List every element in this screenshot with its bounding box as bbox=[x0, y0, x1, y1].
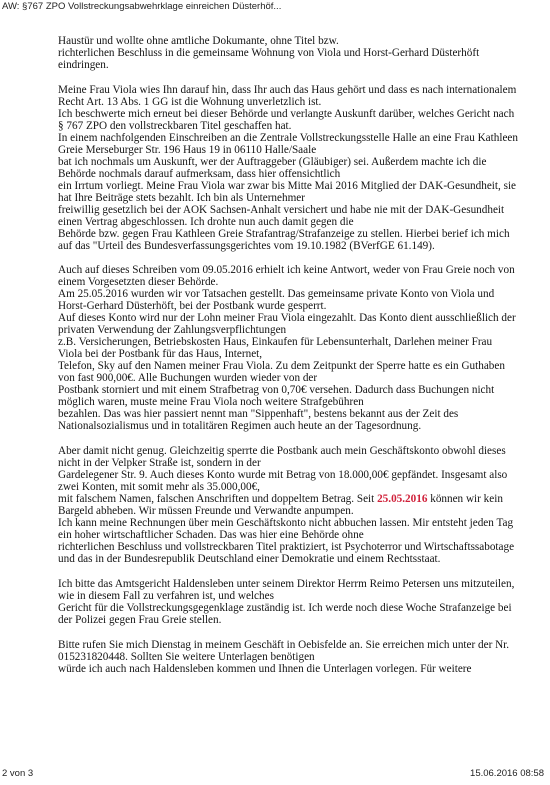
body-line: richterlichen Beschluss und vollstreckbaren Titel praktiziert, ist Psychoterror und Wirtschaftssabotage bbox=[58, 541, 515, 553]
body-line: Ich kann meine Rechnungen über mein Geschäftskonto nicht abbuchen lassen. Mir entsteht jeden Tag bbox=[58, 517, 514, 529]
body-line: Ich bitte das Amtsgericht Haldensleben unter seinem Direktor Herrm Reimo Petersen uns mitzuteilen, bbox=[58, 578, 515, 590]
body-line: Telefon, Sky auf den Namen meiner Frau Viola. Zu dem Zeitpunkt der Sperre hatte es ein Guthaben bbox=[58, 360, 505, 372]
body-line: Am 25.05.2016 wurden wir vor Tatsachen gestellt. Das gemeinsame private Konto von Viola und bbox=[58, 288, 495, 300]
body-line: nicht in der Velpker Straße ist, sondern in der bbox=[58, 457, 261, 469]
body-line: Gardelegener Str. 9. Auch dieses Konto wurde mit Betrag von 18.000,00€ gepfändet. Insgesamt also bbox=[58, 469, 508, 481]
body-line: Auch auf dieses Schreiben vom 09.05.2016 erhielt ich keine Antwort, weder von Frau Greie noch von bbox=[58, 264, 515, 276]
body-line: Horst-Gerhard Düsterhöft, bei der Postbank wurde gesperrt. bbox=[58, 300, 327, 312]
body-line: Auf dieses Konto wird nur der Lohn meiner Frau Viola eingezahlt. Das Konto dient ausschließlich der bbox=[58, 312, 516, 324]
body-line: Aber damit nicht genug. Gleichzeitig sperrte die Postbank auch mein Geschäftskonto obwohl dieses bbox=[58, 445, 506, 457]
body-line: einem Vorgesetzten dieser Behörde. bbox=[58, 276, 219, 288]
body-line: eindringen. bbox=[58, 59, 109, 71]
body-line: ein Irrtum vorliegt. Meine Frau Viola war zwar bis Mitte Mai 2016 Mitglied der DAK-Gesundheit, sie bbox=[58, 180, 517, 192]
body-line: wie in diesem Fall zu verfahren ist, und welches bbox=[58, 590, 274, 602]
body-line: ein hoher wirtschaftlicher Schaden. Das was hier eine Behörde ohne bbox=[58, 529, 364, 541]
body-line: privaten Verwendung der Zahlungsverpflichtungen bbox=[58, 324, 287, 336]
body-line: möglich waren, muste meine Frau Viola noch weitere Strafgebühren bbox=[58, 396, 364, 408]
body-line-segment: können wir kein bbox=[430, 493, 503, 505]
body-line: § 767 ZPO den vollstreckbaren Titel geschaffen hat. bbox=[58, 120, 292, 132]
body-line: Greie Merseburger Str. 196 Haus 19 in 06110 Halle/Saale bbox=[58, 144, 317, 156]
body-line: Behörde nochmals darauf aufmerksam, dass hier offensichtlich bbox=[58, 168, 341, 180]
body-line: z.B. Versicherungen, Betriebskosten Haus, Einkaufen für Lebensunterhalt, Darlehen meiner Frau bbox=[58, 336, 493, 348]
body-line bbox=[58, 493, 503, 505]
body-line: Gericht für die Vollstreckungsgegenklage zuständig ist. Ich werde noch diese Woche Strafanzeige bei bbox=[58, 602, 512, 614]
body-line: bezahlen. Das was hier passiert nennt man "Sippenhaft", bestens bekannt aus der Zeit des bbox=[58, 408, 459, 420]
body-line: freiwillig gesetzlich bei der AOK Sachsen-Anhalt versichert und habe nie mit der DAK-Gesundheit bbox=[58, 204, 505, 216]
body-line: Postbank storniert und mit einem Strafbetrag von 0,70€ versehen. Dadurch dass Buchungen nicht bbox=[58, 384, 495, 396]
email-subject-header: AW: §767 ZPO Vollstreckungsabwehrklage einreichen Düsterhöf... bbox=[2, 1, 282, 12]
body-line: Nationalsozialismus und in totalitären Regimen auch heute an der Tagesordnung. bbox=[58, 420, 422, 432]
body-line: Meine Frau Viola wies Ihn darauf hin, dass Ihr auch das Haus gehört und dass es nach internationalem bbox=[58, 84, 517, 96]
body-line: In einem nachfolgenden Einschreiben an die Zentrale Vollstreckungsstelle Halle an eine Frau Kathleen bbox=[58, 132, 518, 144]
body-line: Ich beschwerte mich erneut bei dieser Behörde und verlangte Auskunft darüber, welches Gericht nach bbox=[58, 108, 515, 120]
body-line: bat ich nochmals um Auskunft, wer der Auftraggeber (Gläubiger) sei. Außerdem machte ich die bbox=[58, 156, 487, 168]
body-line: würde ich auch nach Haldensleben kommen und Ihnen die Unterlagen vorlegen. Für weitere bbox=[58, 663, 472, 675]
body-line: von fast 900,00€. Alle Buchungen wurden wieder von der bbox=[58, 372, 318, 384]
body-line: Behörde bzw. gegen Frau Kathleen Greie Strafantrag/Strafanzeige zu stellen. Hierbei berief ich mich bbox=[58, 228, 510, 240]
body-line: auf das "Urteil des Bundesverfassungsgerichtes vom 19.10.1982 (BVerfGE 61.149). bbox=[58, 240, 435, 252]
body-line: Bargeld abheben. Wir müssen Freunde und Verwandte anpumpen. bbox=[58, 505, 354, 517]
print-timestamp: 15.06.2016 08:58 bbox=[470, 768, 544, 779]
body-line: zwei Konten, mit somit mehr als 35.000,00€, bbox=[58, 481, 260, 493]
body-line: Recht Art. 13 Abs. 1 GG ist die Wohnung unverletzlich ist. bbox=[58, 96, 322, 108]
body-line: der Polizei gegen Frau Greie stellen. bbox=[58, 614, 222, 626]
highlighted-date: 25.05.2016 bbox=[377, 493, 428, 505]
body-line-segment: mit falschem Namen, falschen Anschriften und doppeltem Betrag. Seit bbox=[58, 493, 375, 505]
page-number: 2 von 3 bbox=[2, 768, 34, 779]
body-line: Haustür und wollte ohne amtliche Dokumante, ohne Titel bzw. bbox=[58, 35, 339, 47]
body-line: Viola bei der Postbank für das Haus, Internet, bbox=[58, 348, 263, 360]
body-line: hat Ihre Beiträge stets bezahlt. Ich bin als Unternehmer bbox=[58, 192, 305, 204]
body-line: richterlichen Beschluss in die gemeinsame Wohnung von Viola und Horst-Gerhard Düsterhöft bbox=[58, 47, 480, 59]
body-line: 015231820448. Sollten Sie weitere Unterlagen benötigen bbox=[58, 651, 315, 663]
body-line: Bitte rufen Sie mich Dienstag in meinem Geschäft in Oebisfelde an. Sie erreichen mich unter der Nr. bbox=[58, 639, 510, 651]
body-line: und das in der Bundesrepublik Deutschland einer Demokratie und einem Rechtsstaat. bbox=[58, 553, 441, 565]
body-line: einen Vertrag abgeschlossen. Ich drohte nun auch damit gegen die bbox=[58, 216, 354, 228]
